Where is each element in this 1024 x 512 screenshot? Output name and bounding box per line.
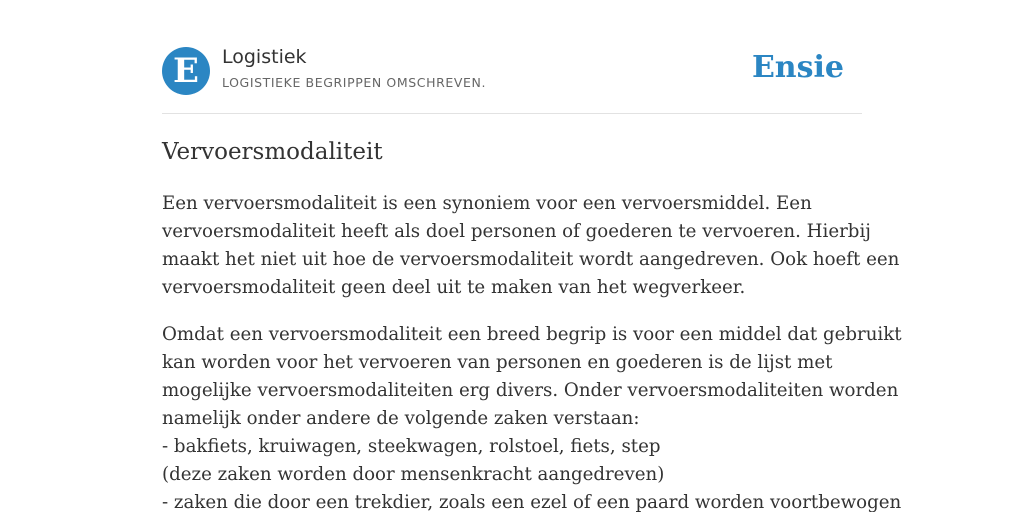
paragraph-line: vervoersmodaliteit geen deel uit te maken van het wegverkeer. bbox=[162, 277, 746, 298]
ensie-logo-icon[interactable] bbox=[162, 47, 210, 95]
article-title: Vervoersmodaliteit bbox=[162, 139, 383, 165]
article bbox=[162, 114, 902, 512]
ensie-brand-link[interactable]: Ensie bbox=[751, 50, 844, 85]
list-item: - zaken die door een trekdier, zoals een ezel of een paard worden voortbewogen bbox=[162, 492, 902, 512]
paragraph-line: Een vervoersmodaliteit is een synoniem voor een vervoersmiddel. Een bbox=[162, 193, 812, 214]
paragraph-line: mogelijke vervoersmodaliteiten erg divers. Onder vervoersmodaliteiten worden bbox=[162, 380, 899, 401]
paragraph-line: maakt het niet uit hoe de vervoersmodaliteit wordt aangedreven. Ook hoeft een bbox=[162, 249, 900, 270]
paragraph-line: kan worden voor het vervoeren van personen en goederen is de lijst met bbox=[162, 352, 833, 373]
list-item-note: (deze zaken worden door mensenkracht aangedreven) bbox=[162, 464, 665, 485]
paragraph-line: vervoersmodaliteit heeft als doel personen of goederen te vervoeren. Hierbij bbox=[162, 221, 871, 242]
article-paragraph-1 bbox=[162, 190, 900, 302]
paragraph-line: namelijk onder andere de volgende zaken verstaan: bbox=[162, 408, 640, 429]
site-title-link[interactable]: Logistiek bbox=[222, 46, 307, 68]
paragraph-line: Omdat een vervoersmodaliteit een breed begrip is voor een middel dat gebruikt bbox=[162, 324, 902, 345]
content-container bbox=[162, 0, 902, 512]
article-paragraph-2 bbox=[162, 321, 902, 512]
logo-letter: E bbox=[173, 50, 199, 91]
list-item: - bakfiets, kruiwagen, steekwagen, rolstoel, fiets, step bbox=[162, 436, 661, 457]
site-subtitle: LOGISTIEKE BEGRIPPEN OMSCHREVEN. bbox=[222, 75, 487, 90]
site-header bbox=[162, 0, 862, 114]
